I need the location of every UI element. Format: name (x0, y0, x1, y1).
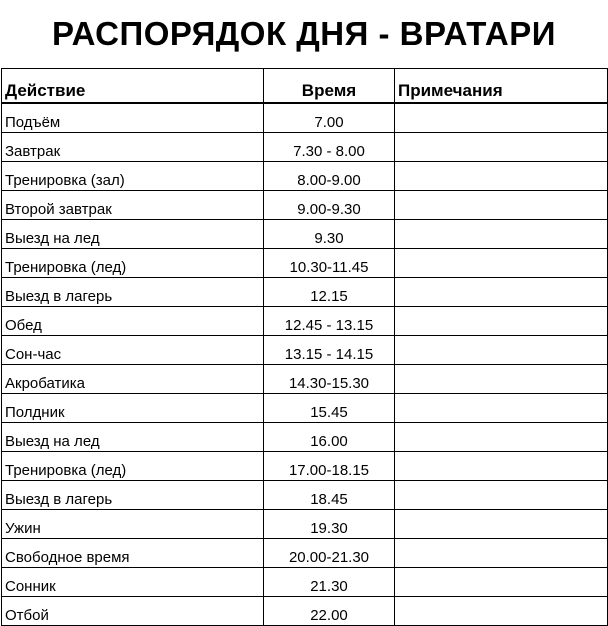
notes-cell (395, 481, 608, 510)
action-cell: Выезд на лед (2, 423, 264, 452)
notes-cell (395, 510, 608, 539)
notes-cell (395, 249, 608, 278)
notes-cell (395, 423, 608, 452)
notes-cell (395, 278, 608, 307)
table-row (2, 220, 608, 249)
table-row (2, 307, 608, 336)
time-cell: 22.00 (264, 597, 395, 626)
notes-cell (395, 103, 608, 133)
page-title: РАСПОРЯДОК ДНЯ - ВРАТАРИ (52, 15, 556, 52)
table-row (2, 568, 608, 597)
action-cell: Выезд на лед (2, 220, 264, 249)
table-header-row (2, 69, 608, 104)
time-cell: 10.30-11.45 (264, 249, 395, 278)
action-cell: Выезд в лагерь (2, 481, 264, 510)
table-row (2, 191, 608, 220)
table-row (2, 597, 608, 626)
column-header-time: Время (264, 69, 395, 104)
table-row (2, 278, 608, 307)
time-cell: 20.00-21.30 (264, 539, 395, 568)
schedule-table (1, 68, 608, 626)
time-cell: 16.00 (264, 423, 395, 452)
action-cell: Подъём (2, 103, 264, 133)
action-cell: Сон-час (2, 336, 264, 365)
notes-cell (395, 394, 608, 423)
action-cell: Завтрак (2, 133, 264, 162)
table-row (2, 394, 608, 423)
time-cell: 12.45 - 13.15 (264, 307, 395, 336)
action-cell: Выезд в лагерь (2, 278, 264, 307)
column-header-notes: Примечания (395, 69, 608, 104)
table-row (2, 452, 608, 481)
time-cell: 9.30 (264, 220, 395, 249)
table-row (2, 423, 608, 452)
action-cell: Полдник (2, 394, 264, 423)
notes-cell (395, 307, 608, 336)
time-cell: 9.00-9.30 (264, 191, 395, 220)
time-cell: 14.30-15.30 (264, 365, 395, 394)
notes-cell (395, 191, 608, 220)
notes-cell (395, 133, 608, 162)
table-row (2, 133, 608, 162)
time-cell: 8.00-9.00 (264, 162, 395, 191)
time-cell: 19.30 (264, 510, 395, 539)
notes-cell (395, 365, 608, 394)
time-cell: 21.30 (264, 568, 395, 597)
time-cell: 7.00 (264, 103, 395, 133)
table-row (2, 103, 608, 133)
table-row (2, 365, 608, 394)
notes-cell (395, 539, 608, 568)
action-cell: Акробатика (2, 365, 264, 394)
notes-cell (395, 162, 608, 191)
action-cell: Сонник (2, 568, 264, 597)
action-cell: Ужин (2, 510, 264, 539)
action-cell: Обед (2, 307, 264, 336)
action-cell: Свободное время (2, 539, 264, 568)
table-row (2, 162, 608, 191)
notes-cell (395, 597, 608, 626)
table-row (2, 510, 608, 539)
notes-cell (395, 336, 608, 365)
time-cell: 13.15 - 14.15 (264, 336, 395, 365)
time-cell: 17.00-18.15 (264, 452, 395, 481)
notes-cell (395, 220, 608, 249)
time-cell: 12.15 (264, 278, 395, 307)
table-row (2, 481, 608, 510)
table-row (2, 336, 608, 365)
action-cell: Тренировка (зал) (2, 162, 264, 191)
action-cell: Тренировка (лед) (2, 452, 264, 481)
table-row (2, 539, 608, 568)
time-cell: 15.45 (264, 394, 395, 423)
action-cell: Отбой (2, 597, 264, 626)
notes-cell (395, 568, 608, 597)
table-row (2, 249, 608, 278)
time-cell: 7.30 - 8.00 (264, 133, 395, 162)
time-cell: 18.45 (264, 481, 395, 510)
notes-cell (395, 452, 608, 481)
action-cell: Тренировка (лед) (2, 249, 264, 278)
action-cell: Второй завтрак (2, 191, 264, 220)
column-header-action: Действие (2, 69, 264, 104)
